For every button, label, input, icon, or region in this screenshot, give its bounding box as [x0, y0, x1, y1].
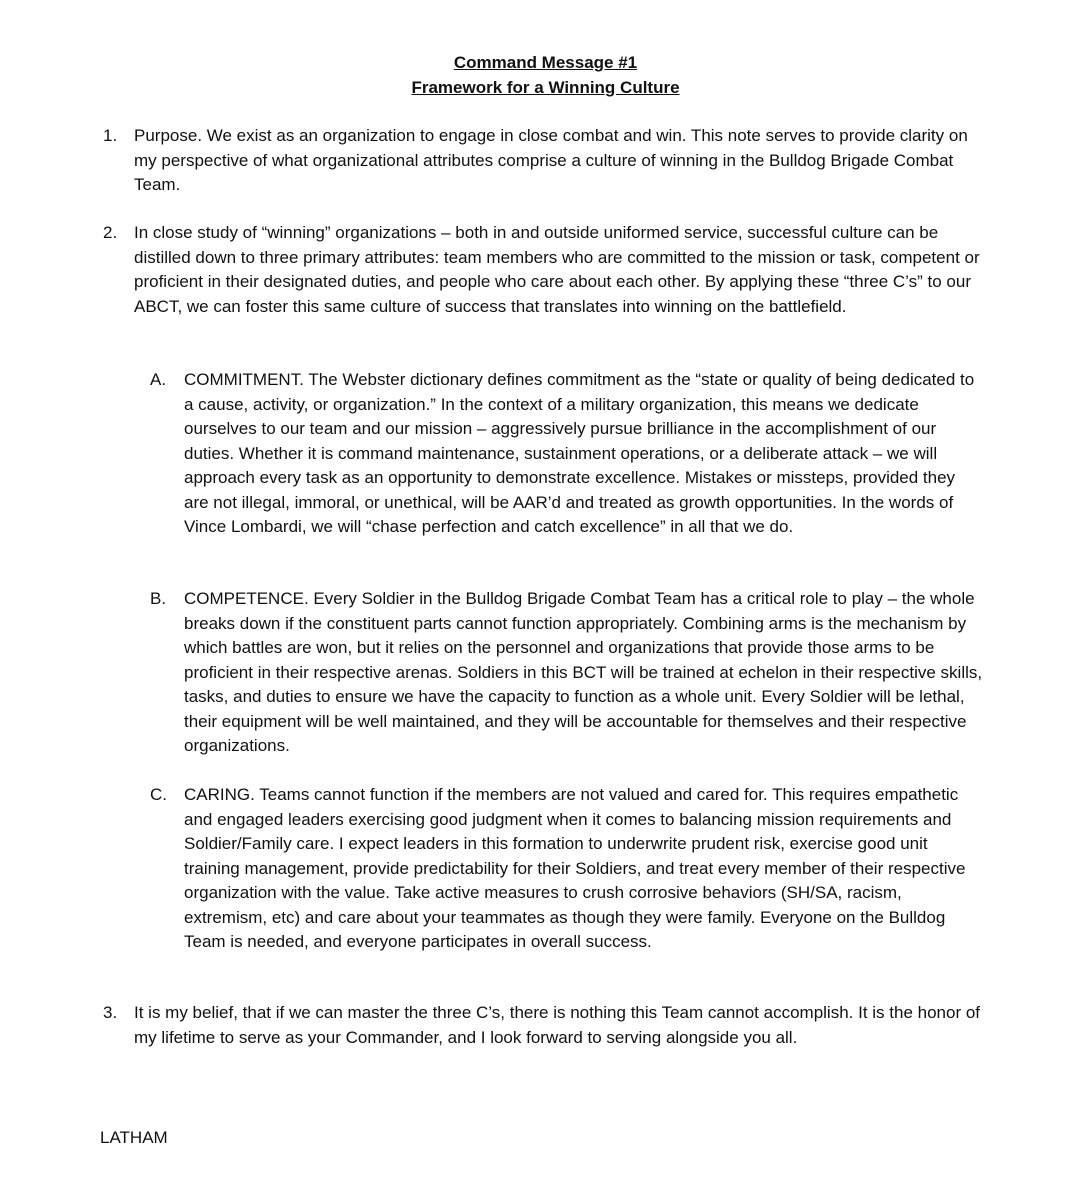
- paragraph-number: 3.: [103, 1003, 118, 1022]
- document-title: Command Message #1: [453, 53, 638, 72]
- subparagraph-letter: C.: [150, 785, 167, 804]
- subparagraph-letter: A.: [150, 370, 167, 389]
- paragraph-text: Purpose. We exist as an organization to engage in close combat and win. This note serves to provide clarity on my perspective of what organizational attributes comprise a culture of winning in the Bulldog Brigade Combat Team.: [134, 126, 968, 194]
- paragraph-text: In close study of “winning” organizations – both in and outside uniformed service, successful culture can be distilled down to three primary attributes: team members who are committed to the mission or task, competent or proficient in their designated duties, and people who care about each other. By applying these “three C’s” to our ABCT, we can foster this same culture of success that translates into winning on the battlefield.: [134, 223, 980, 316]
- paragraph-number: 2.: [103, 223, 118, 242]
- subparagraph-text: COMMITMENT. The Webster dictionary defines commitment as the “state or quality of being dedicated to a cause, activity, or organization.” In the context of a military organization, this means we dedicate ourselves to our team and our mission – aggressively pursue brilliance in the accomplishment of our duties. Whether it is command maintenance, sustainment operations, or a deliberate attack – we will approach every task as an opportunity to demonstrate excellence. Mistakes or missteps, provided they are not illegal, immoral, or unethical, will be AAR’d and treated as growth opportunities. In the words of Vince Lombardi, we will “chase perfection and catch excellence” in all that we do.: [184, 370, 975, 536]
- signature-block: LATHAM: [100, 1128, 168, 1147]
- paragraph-text: It is my belief, that if we can master the three C’s, there is nothing this Team cannot accomplish. It is the honor of my lifetime to serve as your Commander, and I look forward to serving alongside you all.: [134, 1003, 981, 1047]
- paragraph-number: 1.: [103, 126, 118, 145]
- subparagraph-letter: B.: [150, 589, 167, 608]
- subparagraph-text: COMPETENCE. Every Soldier in the Bulldog Brigade Combat Team has a critical role to play – the whole breaks down if the constituent parts cannot function appropriately. Combining arms is the mechanism by which battles are won, but it relies on the personnel and organizations that provide those arms to be proficient in their respective arenas. Soldiers in this BCT will be trained at echelon in their respective skills, tasks, and duties to ensure we have the capacity to function as a whole unit. Every Soldier will be lethal, their equipment will be well maintained, and they will be accountable for themselves and their respective organizations.: [184, 589, 983, 755]
- subparagraph-text: CARING. Teams cannot function if the members are not valued and cared for. This requires empathetic and engaged leaders exercising good judgment when it comes to balancing mission requirements and Soldier/Family care. I expect leaders in this formation to underwrite prudent risk, exercise good unit training management, provide predictability for their Soldiers, and treat every member of their respective organization with the value. Take active measures to crush corrosive behaviors (SH/SA, racism, extremism, etc) and care about your teammates as though they were family. Everyone on the Bulldog Team is needed, and everyone participates in overall success.: [184, 785, 966, 951]
- document-subtitle: Framework for a Winning Culture: [411, 78, 680, 97]
